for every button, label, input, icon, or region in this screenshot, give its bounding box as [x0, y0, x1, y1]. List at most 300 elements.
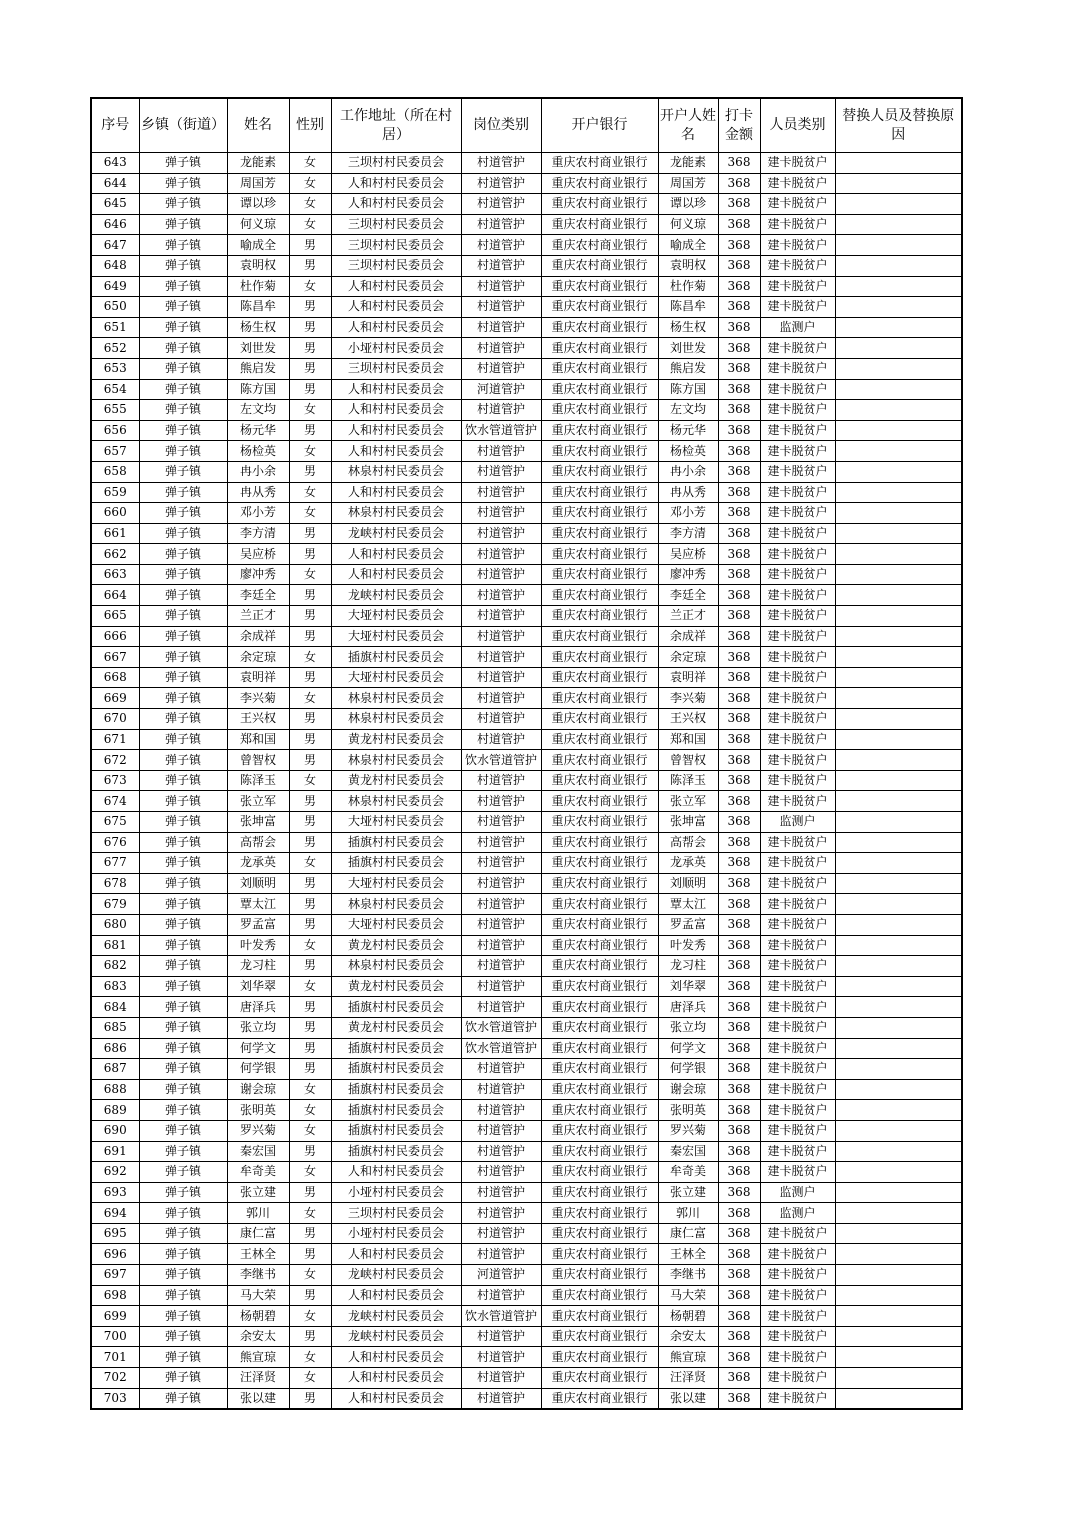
header-township: 乡镇（街道） — [139, 98, 227, 153]
table-row — [91, 667, 962, 688]
cell-bank: 重庆农村商业银行 — [541, 709, 658, 730]
cell-work-address: 三坝村村民委员会 — [331, 1203, 461, 1224]
cell-township: 弹子镇 — [139, 338, 227, 359]
cell-person-category: 建卡脱贫户 — [760, 873, 835, 894]
cell-bank: 重庆农村商业银行 — [541, 688, 658, 709]
cell-amount: 368 — [718, 1100, 760, 1121]
cell-bank: 重庆农村商业银行 — [541, 358, 658, 379]
cell-township: 弹子镇 — [139, 1079, 227, 1100]
table-row — [91, 1265, 962, 1286]
cell-bank: 重庆农村商业银行 — [541, 976, 658, 997]
cell-bank: 重庆农村商业银行 — [541, 1347, 658, 1368]
cell-work-address: 黄龙村村民委员会 — [331, 770, 461, 791]
cell-bank: 重庆农村商业银行 — [541, 1017, 658, 1038]
header-work-address: 工作地址（所在村居） — [331, 98, 461, 153]
cell-index: 654 — [91, 379, 139, 400]
cell-replacement — [835, 1141, 962, 1162]
cell-person-category: 建卡脱贫户 — [760, 194, 835, 215]
cell-bank: 重庆农村商业银行 — [541, 729, 658, 750]
cell-bank: 重庆农村商业银行 — [541, 770, 658, 791]
table-row — [91, 153, 962, 174]
table-row — [91, 585, 962, 606]
cell-replacement — [835, 400, 962, 421]
cell-account-holder: 杨生权 — [658, 317, 718, 338]
cell-work-address: 插旗村村民委员会 — [331, 1038, 461, 1059]
cell-account-holder: 廖冲秀 — [658, 564, 718, 585]
cell-work-address: 林泉村村民委员会 — [331, 956, 461, 977]
cell-post-type: 村道管护 — [461, 770, 541, 791]
cell-replacement — [835, 461, 962, 482]
cell-post-type: 村道管护 — [461, 647, 541, 668]
cell-amount: 368 — [718, 503, 760, 524]
cell-gender: 男 — [289, 914, 331, 935]
table-row — [91, 1017, 962, 1038]
cell-replacement — [835, 1368, 962, 1389]
cell-amount: 368 — [718, 1182, 760, 1203]
cell-name: 覃太江 — [227, 894, 289, 915]
cell-gender: 男 — [289, 606, 331, 627]
cell-account-holder: 王兴权 — [658, 709, 718, 730]
cell-post-type: 村道管护 — [461, 317, 541, 338]
cell-person-category: 建卡脱贫户 — [760, 214, 835, 235]
cell-index: 691 — [91, 1141, 139, 1162]
cell-gender: 女 — [289, 1079, 331, 1100]
cell-replacement — [835, 709, 962, 730]
cell-amount: 368 — [718, 482, 760, 503]
cell-post-type: 村道管护 — [461, 235, 541, 256]
cell-replacement — [835, 235, 962, 256]
cell-amount: 368 — [718, 935, 760, 956]
table-row — [91, 1326, 962, 1347]
cell-account-holder: 张立建 — [658, 1182, 718, 1203]
cell-amount: 368 — [718, 709, 760, 730]
cell-amount: 368 — [718, 791, 760, 812]
table-row — [91, 853, 962, 874]
cell-account-holder: 曾智权 — [658, 750, 718, 771]
cell-name: 冉从秀 — [227, 482, 289, 503]
cell-bank: 重庆农村商业银行 — [541, 1368, 658, 1389]
cell-replacement — [835, 1265, 962, 1286]
cell-replacement — [835, 853, 962, 874]
cell-name: 叶发秀 — [227, 935, 289, 956]
cell-gender: 男 — [289, 812, 331, 833]
cell-gender: 女 — [289, 173, 331, 194]
cell-name: 秦宏国 — [227, 1141, 289, 1162]
cell-replacement — [835, 1326, 962, 1347]
cell-amount: 368 — [718, 647, 760, 668]
cell-name: 龙习柱 — [227, 956, 289, 977]
cell-person-category: 监测户 — [760, 1182, 835, 1203]
cell-amount: 368 — [718, 153, 760, 174]
cell-work-address: 插旗村村民委员会 — [331, 1059, 461, 1080]
cell-amount: 368 — [718, 1265, 760, 1286]
cell-bank: 重庆农村商业银行 — [541, 1223, 658, 1244]
cell-account-holder: 张立军 — [658, 791, 718, 812]
cell-gender: 男 — [289, 791, 331, 812]
cell-index: 686 — [91, 1038, 139, 1059]
cell-township: 弹子镇 — [139, 1141, 227, 1162]
cell-person-category: 建卡脱贫户 — [760, 1141, 835, 1162]
cell-gender: 男 — [289, 338, 331, 359]
cell-bank: 重庆农村商业银行 — [541, 894, 658, 915]
cell-post-type: 村道管护 — [461, 400, 541, 421]
cell-amount: 368 — [718, 255, 760, 276]
cell-gender: 女 — [289, 482, 331, 503]
cell-work-address: 龙峡村村民委员会 — [331, 1306, 461, 1327]
cell-bank: 重庆农村商业银行 — [541, 317, 658, 338]
cell-account-holder: 何义琼 — [658, 214, 718, 235]
cell-township: 弹子镇 — [139, 461, 227, 482]
cell-amount: 368 — [718, 1388, 760, 1409]
cell-account-holder: 谭以珍 — [658, 194, 718, 215]
cell-bank: 重庆农村商业银行 — [541, 1162, 658, 1183]
cell-name: 杜作菊 — [227, 276, 289, 297]
cell-account-holder: 龙能素 — [658, 153, 718, 174]
table-row — [91, 214, 962, 235]
cell-replacement — [835, 647, 962, 668]
cell-post-type: 村道管护 — [461, 1388, 541, 1409]
cell-gender: 男 — [289, 358, 331, 379]
cell-name: 马大荣 — [227, 1285, 289, 1306]
cell-person-category: 建卡脱贫户 — [760, 976, 835, 997]
cell-account-holder: 张坤富 — [658, 812, 718, 833]
cell-replacement — [835, 1059, 962, 1080]
cell-gender: 男 — [289, 729, 331, 750]
cell-post-type: 村道管护 — [461, 812, 541, 833]
cell-post-type: 村道管护 — [461, 441, 541, 462]
cell-township: 弹子镇 — [139, 647, 227, 668]
cell-person-category: 监测户 — [760, 812, 835, 833]
cell-person-category: 建卡脱贫户 — [760, 523, 835, 544]
cell-township: 弹子镇 — [139, 585, 227, 606]
cell-replacement — [835, 1244, 962, 1265]
cell-post-type: 饮水管道管护 — [461, 420, 541, 441]
cell-work-address: 龙峡村村民委员会 — [331, 1265, 461, 1286]
cell-township: 弹子镇 — [139, 1285, 227, 1306]
cell-amount: 368 — [718, 400, 760, 421]
cell-amount: 368 — [718, 317, 760, 338]
cell-amount: 368 — [718, 1223, 760, 1244]
cell-person-category: 建卡脱贫户 — [760, 894, 835, 915]
table-row — [91, 1285, 962, 1306]
cell-index: 665 — [91, 606, 139, 627]
cell-township: 弹子镇 — [139, 544, 227, 565]
cell-gender: 男 — [289, 523, 331, 544]
cell-index: 676 — [91, 832, 139, 853]
cell-index: 681 — [91, 935, 139, 956]
cell-name: 熊宣琼 — [227, 1347, 289, 1368]
cell-index: 683 — [91, 976, 139, 997]
cell-name: 袁明祥 — [227, 667, 289, 688]
cell-index: 667 — [91, 647, 139, 668]
cell-gender: 男 — [289, 1017, 331, 1038]
cell-account-holder: 汪泽贤 — [658, 1368, 718, 1389]
cell-name: 张立均 — [227, 1017, 289, 1038]
cell-amount: 368 — [718, 914, 760, 935]
cell-amount: 368 — [718, 1141, 760, 1162]
cell-township: 弹子镇 — [139, 1306, 227, 1327]
cell-township: 弹子镇 — [139, 153, 227, 174]
cell-amount: 368 — [718, 1244, 760, 1265]
cell-person-category: 建卡脱贫户 — [760, 729, 835, 750]
cell-township: 弹子镇 — [139, 317, 227, 338]
cell-township: 弹子镇 — [139, 358, 227, 379]
cell-index: 658 — [91, 461, 139, 482]
cell-account-holder: 陈方国 — [658, 379, 718, 400]
cell-replacement — [835, 770, 962, 791]
cell-bank: 重庆农村商业银行 — [541, 544, 658, 565]
cell-account-holder: 唐泽兵 — [658, 997, 718, 1018]
cell-gender: 男 — [289, 1182, 331, 1203]
cell-bank: 重庆农村商业银行 — [541, 812, 658, 833]
cell-post-type: 村道管护 — [461, 709, 541, 730]
table-row — [91, 832, 962, 853]
cell-account-holder: 杨朝碧 — [658, 1306, 718, 1327]
cell-replacement — [835, 956, 962, 977]
cell-township: 弹子镇 — [139, 1203, 227, 1224]
cell-amount: 368 — [718, 1368, 760, 1389]
cell-township: 弹子镇 — [139, 606, 227, 627]
header-account-holder: 开户人姓名 — [658, 98, 718, 153]
cell-post-type: 村道管护 — [461, 173, 541, 194]
cell-account-holder: 刘顺明 — [658, 873, 718, 894]
cell-township: 弹子镇 — [139, 214, 227, 235]
cell-township: 弹子镇 — [139, 379, 227, 400]
cell-township: 弹子镇 — [139, 873, 227, 894]
cell-person-category: 建卡脱贫户 — [760, 358, 835, 379]
cell-post-type: 村道管护 — [461, 214, 541, 235]
cell-amount: 368 — [718, 358, 760, 379]
cell-bank: 重庆农村商业银行 — [541, 832, 658, 853]
cell-post-type: 村道管护 — [461, 482, 541, 503]
cell-work-address: 龙峡村村民委员会 — [331, 523, 461, 544]
cell-gender: 女 — [289, 688, 331, 709]
cell-township: 弹子镇 — [139, 1368, 227, 1389]
cell-work-address: 人和村村民委员会 — [331, 173, 461, 194]
table-row — [91, 1368, 962, 1389]
cell-index: 645 — [91, 194, 139, 215]
cell-post-type: 村道管护 — [461, 1244, 541, 1265]
cell-index: 648 — [91, 255, 139, 276]
cell-gender: 男 — [289, 626, 331, 647]
cell-account-holder: 杜作菊 — [658, 276, 718, 297]
cell-person-category: 建卡脱贫户 — [760, 914, 835, 935]
cell-township: 弹子镇 — [139, 1017, 227, 1038]
cell-gender: 女 — [289, 276, 331, 297]
cell-work-address: 人和村村民委员会 — [331, 1244, 461, 1265]
cell-index: 696 — [91, 1244, 139, 1265]
cell-person-category: 建卡脱贫户 — [760, 235, 835, 256]
cell-account-holder: 牟奇美 — [658, 1162, 718, 1183]
cell-index: 666 — [91, 626, 139, 647]
cell-person-category: 建卡脱贫户 — [760, 750, 835, 771]
cell-post-type: 村道管护 — [461, 1059, 541, 1080]
table-row — [91, 338, 962, 359]
cell-township: 弹子镇 — [139, 1038, 227, 1059]
cell-person-category: 建卡脱贫户 — [760, 255, 835, 276]
cell-post-type: 饮水管道管护 — [461, 1306, 541, 1327]
cell-replacement — [835, 1306, 962, 1327]
cell-post-type: 饮水管道管护 — [461, 750, 541, 771]
cell-post-type: 村道管护 — [461, 688, 541, 709]
table-row — [91, 1100, 962, 1121]
cell-index: 692 — [91, 1162, 139, 1183]
cell-person-category: 建卡脱贫户 — [760, 1223, 835, 1244]
cell-bank: 重庆农村商业银行 — [541, 1265, 658, 1286]
cell-amount: 368 — [718, 441, 760, 462]
cell-replacement — [835, 585, 962, 606]
cell-account-holder: 熊宣琼 — [658, 1347, 718, 1368]
cell-amount: 368 — [718, 976, 760, 997]
cell-index: 673 — [91, 770, 139, 791]
cell-person-category: 建卡脱贫户 — [760, 770, 835, 791]
cell-replacement — [835, 297, 962, 318]
cell-name: 罗兴菊 — [227, 1120, 289, 1141]
cell-replacement — [835, 255, 962, 276]
cell-person-category: 建卡脱贫户 — [760, 1265, 835, 1286]
cell-work-address: 林泉村村民委员会 — [331, 688, 461, 709]
cell-gender: 男 — [289, 1285, 331, 1306]
table-row — [91, 173, 962, 194]
cell-post-type: 村道管护 — [461, 276, 541, 297]
cell-township: 弹子镇 — [139, 420, 227, 441]
cell-name: 王林全 — [227, 1244, 289, 1265]
cell-index: 671 — [91, 729, 139, 750]
cell-work-address: 人和村村民委员会 — [331, 1388, 461, 1409]
cell-name: 张以建 — [227, 1388, 289, 1409]
cell-amount: 368 — [718, 173, 760, 194]
cell-work-address: 人和村村民委员会 — [331, 1162, 461, 1183]
cell-township: 弹子镇 — [139, 173, 227, 194]
cell-gender: 男 — [289, 873, 331, 894]
table-row — [91, 1244, 962, 1265]
cell-person-category: 建卡脱贫户 — [760, 667, 835, 688]
cell-amount: 368 — [718, 667, 760, 688]
cell-account-holder: 李继书 — [658, 1265, 718, 1286]
cell-bank: 重庆农村商业银行 — [541, 791, 658, 812]
cell-gender: 男 — [289, 317, 331, 338]
cell-person-category: 建卡脱贫户 — [760, 544, 835, 565]
cell-post-type: 村道管护 — [461, 1326, 541, 1347]
cell-amount: 368 — [718, 832, 760, 853]
table-row — [91, 1223, 962, 1244]
cell-index: 657 — [91, 441, 139, 462]
cell-amount: 368 — [718, 812, 760, 833]
cell-person-category: 建卡脱贫户 — [760, 420, 835, 441]
cell-account-holder: 袁明祥 — [658, 667, 718, 688]
table-row — [91, 812, 962, 833]
table-row — [91, 1141, 962, 1162]
cell-amount: 368 — [718, 956, 760, 977]
cell-post-type: 村道管护 — [461, 894, 541, 915]
cell-index: 656 — [91, 420, 139, 441]
cell-bank: 重庆农村商业银行 — [541, 379, 658, 400]
cell-name: 余成祥 — [227, 626, 289, 647]
cell-work-address: 黄龙村村民委员会 — [331, 729, 461, 750]
cell-township: 弹子镇 — [139, 709, 227, 730]
cell-post-type: 村道管护 — [461, 461, 541, 482]
cell-person-category: 建卡脱贫户 — [760, 297, 835, 318]
cell-index: 678 — [91, 873, 139, 894]
cell-township: 弹子镇 — [139, 1326, 227, 1347]
cell-index: 652 — [91, 338, 139, 359]
cell-township: 弹子镇 — [139, 935, 227, 956]
header-post-type: 岗位类别 — [461, 98, 541, 153]
cell-township: 弹子镇 — [139, 564, 227, 585]
cell-bank: 重庆农村商业银行 — [541, 153, 658, 174]
cell-replacement — [835, 338, 962, 359]
cell-person-category: 建卡脱贫户 — [760, 997, 835, 1018]
cell-index: 668 — [91, 667, 139, 688]
cell-replacement — [835, 976, 962, 997]
cell-work-address: 人和村村民委员会 — [331, 317, 461, 338]
cell-name: 张坤富 — [227, 812, 289, 833]
cell-work-address: 三坝村村民委员会 — [331, 214, 461, 235]
cell-replacement — [835, 997, 962, 1018]
cell-index: 675 — [91, 812, 139, 833]
cell-index: 700 — [91, 1326, 139, 1347]
table-row — [91, 482, 962, 503]
cell-township: 弹子镇 — [139, 812, 227, 833]
cell-work-address: 大垭村村民委员会 — [331, 667, 461, 688]
header-bank: 开户银行 — [541, 98, 658, 153]
table-row — [91, 1162, 962, 1183]
cell-account-holder: 刘世发 — [658, 338, 718, 359]
cell-index: 699 — [91, 1306, 139, 1327]
cell-name: 唐泽兵 — [227, 997, 289, 1018]
cell-index: 679 — [91, 894, 139, 915]
cell-account-holder: 龙承英 — [658, 853, 718, 874]
cell-name: 廖冲秀 — [227, 564, 289, 585]
table-row — [91, 873, 962, 894]
cell-gender: 男 — [289, 997, 331, 1018]
cell-township: 弹子镇 — [139, 729, 227, 750]
cell-post-type: 村道管护 — [461, 255, 541, 276]
cell-account-holder: 陈泽玉 — [658, 770, 718, 791]
cell-township: 弹子镇 — [139, 667, 227, 688]
cell-gender: 女 — [289, 153, 331, 174]
cell-work-address: 人和村村民委员会 — [331, 1347, 461, 1368]
table-row — [91, 647, 962, 668]
cell-replacement — [835, 935, 962, 956]
cell-township: 弹子镇 — [139, 482, 227, 503]
table-row — [91, 750, 962, 771]
cell-account-holder: 袁明权 — [658, 255, 718, 276]
cell-index: 644 — [91, 173, 139, 194]
cell-gender: 女 — [289, 1347, 331, 1368]
cell-township: 弹子镇 — [139, 276, 227, 297]
cell-person-category: 建卡脱贫户 — [760, 1100, 835, 1121]
cell-account-holder: 陈昌牟 — [658, 297, 718, 318]
header-gender: 性别 — [289, 98, 331, 153]
cell-person-category: 建卡脱贫户 — [760, 461, 835, 482]
header-replacement: 替换人员及替换原因 — [835, 98, 962, 153]
cell-name: 袁明权 — [227, 255, 289, 276]
cell-account-holder: 余定琼 — [658, 647, 718, 668]
cell-post-type: 村道管护 — [461, 1347, 541, 1368]
cell-person-category: 建卡脱贫户 — [760, 1388, 835, 1409]
cell-account-holder: 熊启发 — [658, 358, 718, 379]
table-row — [91, 1182, 962, 1203]
cell-bank: 重庆农村商业银行 — [541, 1182, 658, 1203]
cell-work-address: 人和村村民委员会 — [331, 564, 461, 585]
cell-post-type: 村道管护 — [461, 338, 541, 359]
cell-post-type: 村道管护 — [461, 544, 541, 565]
cell-account-holder: 李兴菊 — [658, 688, 718, 709]
cell-replacement — [835, 503, 962, 524]
cell-work-address: 林泉村村民委员会 — [331, 750, 461, 771]
table-row — [91, 688, 962, 709]
